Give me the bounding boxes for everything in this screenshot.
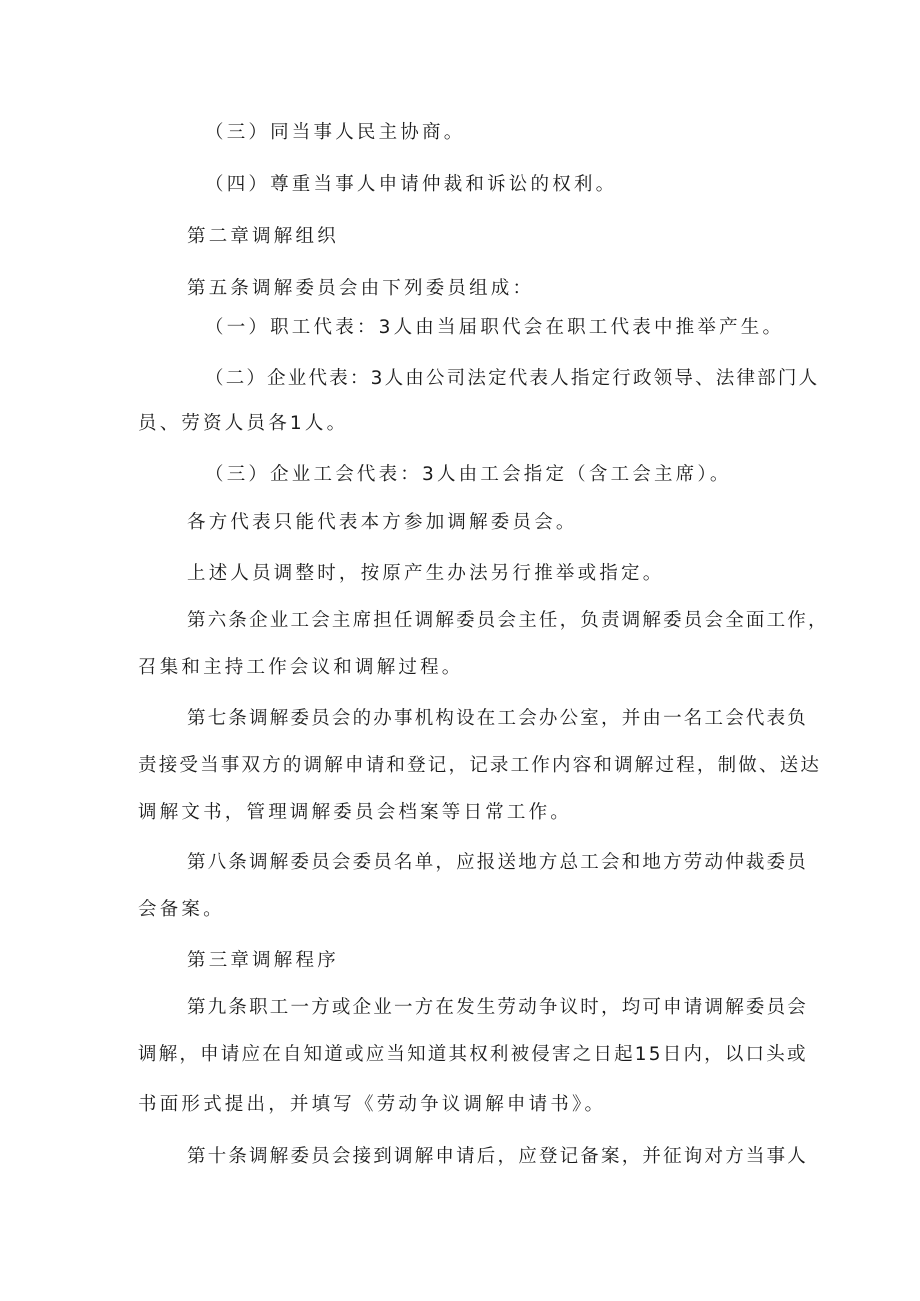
- paragraph-line: 第十条调解委员会接到调解申请后，应登记备案，并征询对方当事人: [187, 1146, 809, 1167]
- paragraph-line: 第八条调解委员会委员名单，应报送地方总工会和地方劳动仲裁委员: [187, 852, 809, 873]
- paragraph-line: 第九条职工一方或企业一方在发生劳动争议时，均可申请调解委员会: [187, 997, 809, 1018]
- paragraph-line: 会备案。: [138, 899, 225, 920]
- paragraph-line: 第六条企业工会主席担任调解委员会主任，负责调解委员会全面工作，: [187, 610, 829, 631]
- paragraph-line: （三）企业工会代表：3人由工会指定（含工会主席）。: [205, 464, 732, 485]
- paragraph-line: 召集和主持工作会议和调解过程。: [138, 657, 464, 678]
- paragraph-line: 书面形式提出，并填写《劳动争议调解申请书》。: [138, 1094, 607, 1115]
- paragraph-line: （四）尊重当事人申请仲裁和诉讼的权利。: [205, 174, 618, 195]
- paragraph-line: 责接受当事双方的调解申请和登记，记录工作内容和调解过程，制做、送达: [138, 755, 822, 776]
- paragraph-line: 员、劳资人员各1人。: [138, 413, 349, 434]
- paragraph-line: 调解，申请应在自知道或应当知道其权利被侵害之日起15日内，以口头或: [138, 1044, 808, 1065]
- paragraph-line: 第五条调解委员会由下列委员组成：: [187, 278, 535, 299]
- paragraph-line: （三）同当事人民主协商。: [205, 122, 466, 143]
- paragraph-line: （二）企业代表：3人由公司法定代表人指定行政领导、法律部门人: [205, 368, 820, 389]
- paragraph-line: 上述人员调整时，按原产生办法另行推举或指定。: [187, 563, 665, 584]
- paragraph-line: 调解文书，管理调解委员会档案等日常工作。: [138, 802, 573, 823]
- chapter-heading: 第二章调解组织: [187, 226, 339, 247]
- chapter-heading: 第三章调解程序: [187, 950, 339, 971]
- paragraph-line: 各方代表只能代表本方参加调解委员会。: [187, 512, 578, 533]
- paragraph-line: 第七条调解委员会的办事机构设在工会办公室，并由一名工会代表负: [187, 708, 809, 729]
- paragraph-line: （一）职工代表：3人由当届职代会在职工代表中推举产生。: [205, 317, 785, 338]
